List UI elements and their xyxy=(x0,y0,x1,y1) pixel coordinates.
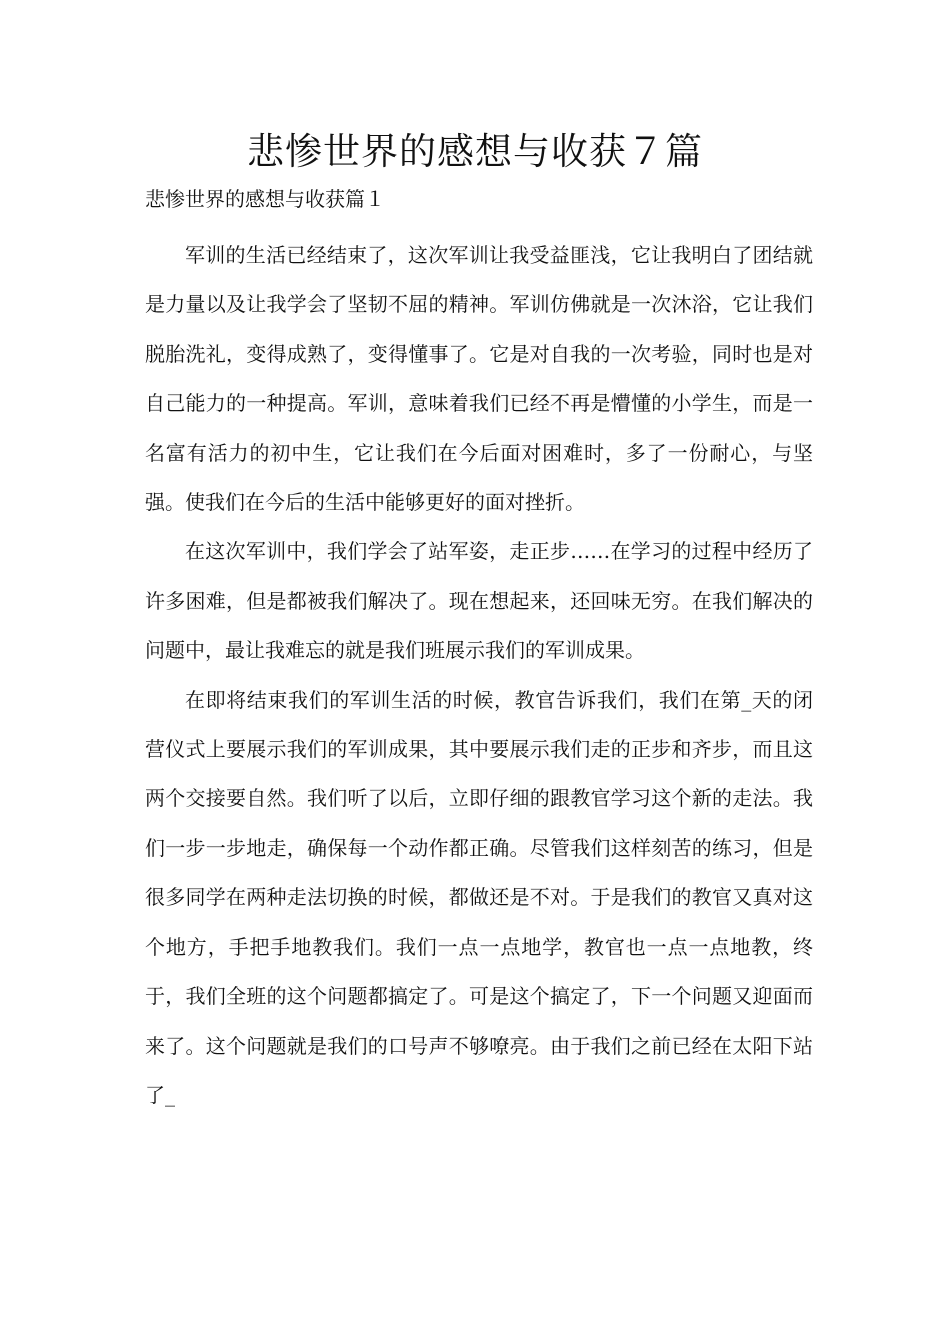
paragraph: 在这次军训中，我们学会了站军姿，走正步……在学习的过程中经历了许多困难，但是都被我们解决了。现在想起来，还回味无穷。在我们解决的问题中，最让我难忘的就是我们班展示我们的军训成果。 xyxy=(145,539,813,663)
paragraph: 军训的生活已经结束了，这次军训让我受益匪浅，它让我明白了团结就是力量以及让我学会了坚韧不屈的精神。军训仿佛就是一次沐浴，它让我们脱胎洗礼，变得成熟了，变得懂事了。它是对自我的一次考验，同时也是对自己能力的一种提高。军训，意味着我们已经不再是懵懂的小学生，而是一名富有活力的初中生，它让我们在今后面对困难时，多了一份耐心，与坚强。使我们在今后的生活中能够更好的面对挫折。 xyxy=(145,243,813,515)
document-title: 悲惨世界的感想与收获７篇 xyxy=(247,130,703,173)
paragraph: 在即将结束我们的军训生活的时候，教官告诉我们，我们在第_天的闭营仪式上要展示我们的军训成果，其中要展示我们走的正步和齐步，而且这两个交接要自然。我们听了以后，立即仔细的跟教官学习这个新的走法。我们一步一步地走，确保每一个动作都正确。尽管我们这样刻苦的练习，但是很多同学在两种走法切换的时候，都做还是不对。于是我们的教官又真对这个地方，手把手地教我们。我们一点一点地学，教官也一点一点地教，终于，我们全班的这个问题都搞定了。可是这个搞定了，下一个问题又迎面而来了。这个问题就是我们的口号声不够嘹亮。由于我们之前已经在太阳下站了_ xyxy=(145,687,813,1107)
section-heading: 悲惨世界的感想与收获篇１ xyxy=(145,187,385,211)
document-body xyxy=(145,231,813,1120)
